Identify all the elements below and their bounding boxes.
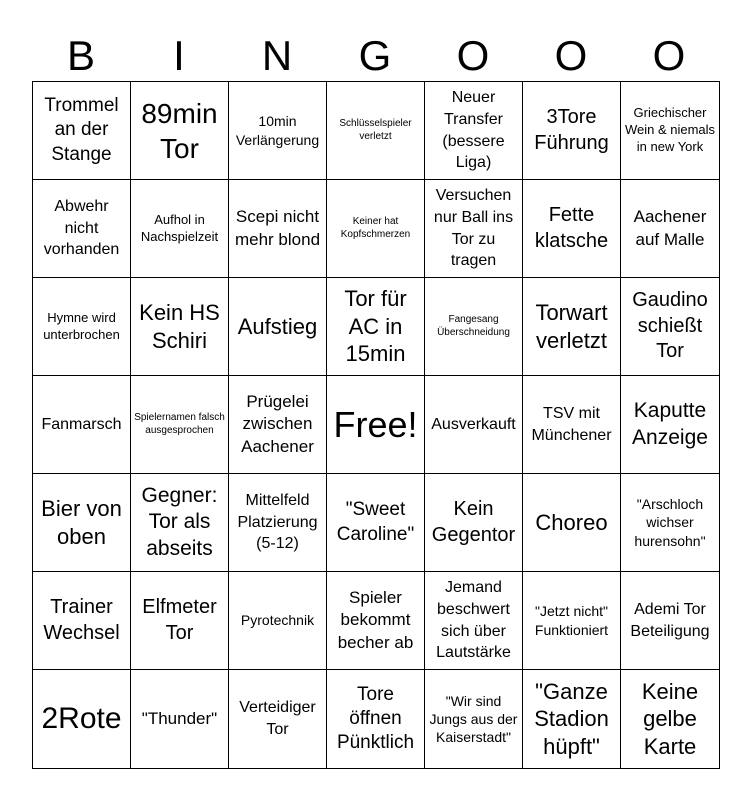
bingo-cell[interactable]: Aufhol in Nachspielzeit xyxy=(131,180,229,278)
header-letter: N xyxy=(261,32,293,79)
bingo-header xyxy=(32,30,720,82)
bingo-cell[interactable]: Keiner hat Kopfschmerzen xyxy=(327,180,425,278)
bingo-cell[interactable]: Bier von oben xyxy=(33,474,131,572)
bingo-cell[interactable]: TSV mit Münchener xyxy=(523,376,621,474)
bingo-cell[interactable]: Aachener auf Malle xyxy=(621,180,719,278)
header-letter: O xyxy=(554,32,588,79)
bingo-cell[interactable]: Fette klatsche xyxy=(523,180,621,278)
bingo-cell[interactable]: Abwehr nicht vorhanden xyxy=(33,180,131,278)
bingo-cell[interactable]: Spieler bekommt becher ab xyxy=(327,572,425,670)
bingo-cell[interactable]: Elfmeter Tor xyxy=(131,572,229,670)
bingo-cell[interactable]: Kein HS Schiri xyxy=(131,278,229,376)
bingo-cell[interactable]: Pyrotechnik xyxy=(229,572,327,670)
bingo-cell[interactable]: "Thunder" xyxy=(131,670,229,768)
bingo-cell[interactable]: Choreo xyxy=(523,474,621,572)
bingo-cell[interactable]: Prügelei zwischen Aachener xyxy=(229,376,327,474)
bingo-cell[interactable]: 3Tore Führung xyxy=(523,82,621,180)
bingo-cell[interactable]: "Sweet Caroline" xyxy=(327,474,425,572)
bingo-cell[interactable]: Gaudino schießt Tor xyxy=(621,278,719,376)
bingo-cell[interactable]: Tor für AC in 15min xyxy=(327,278,425,376)
bingo-cell[interactable]: "Ganze Stadion hüpft" xyxy=(523,670,621,768)
bingo-cell[interactable]: Griechischer Wein & niemals in new York xyxy=(621,82,719,180)
header-letter: I xyxy=(173,32,185,79)
bingo-cell[interactable]: Aufstieg xyxy=(229,278,327,376)
bingo-cell[interactable]: Kaputte Anzeige xyxy=(621,376,719,474)
bingo-cell[interactable]: Kein Gegentor xyxy=(425,474,523,572)
header-letter: O xyxy=(652,32,686,79)
bingo-cell[interactable]: Torwart verletzt xyxy=(523,278,621,376)
bingo-cell[interactable]: Neuer Transfer (bessere Liga) xyxy=(425,82,523,180)
bingo-cell[interactable]: Versuchen nur Ball ins Tor zu tragen xyxy=(425,180,523,278)
bingo-cell[interactable]: Verteidiger Tor xyxy=(229,670,327,768)
header-letter: B xyxy=(66,32,95,79)
bingo-cell[interactable]: Tore öffnen Pünktlich xyxy=(327,670,425,768)
bingo-cell[interactable]: Mittelfeld Platzierung (5-12) xyxy=(229,474,327,572)
bingo-cell-free[interactable]: Free! xyxy=(327,376,425,474)
bingo-cell[interactable]: Ausverkauft xyxy=(425,376,523,474)
bingo-cell[interactable]: Keine gelbe Karte xyxy=(641,678,699,759)
bingo-cell[interactable]: Schlüsselspieler verletzt xyxy=(327,82,425,180)
bingo-cell[interactable]: Hymne wird unterbrochen xyxy=(33,278,131,376)
bingo-cell[interactable]: "Jetzt nicht" Funktioniert xyxy=(523,572,621,670)
bingo-cell[interactable]: Trainer Wechsel xyxy=(33,572,131,670)
bingo-cell[interactable]: Jemand beschwert sich über Lautstärke xyxy=(425,572,523,670)
bingo-cell[interactable]: "Arschloch wichser hurensohn" xyxy=(621,474,719,572)
bingo-cell[interactable]: 2Rote xyxy=(33,670,131,768)
bingo-cell[interactable]: Scepi nicht mehr blond xyxy=(229,180,327,278)
bingo-cell[interactable]: Ademi Tor Beteiligung xyxy=(621,572,719,670)
bingo-cell[interactable]: Trommel an der Stange xyxy=(33,82,131,180)
bingo-board xyxy=(32,81,720,769)
bingo-cell[interactable]: Fanmarsch xyxy=(33,376,131,474)
bingo-cell[interactable]: 10min Verlängerung xyxy=(229,82,327,180)
bingo-cell[interactable]: Gegner: Tor als abseits xyxy=(131,474,229,572)
header-letter: O xyxy=(456,32,490,79)
bingo-cell[interactable]: Spielernamen falsch ausgesprochen xyxy=(131,376,229,474)
bingo-cell[interactable]: "Wir sind Jungs aus der Kaiserstadt" xyxy=(425,670,523,768)
bingo-cell[interactable]: Fangesang Überschneidung xyxy=(425,278,523,376)
bingo-cell[interactable]: 89min Tor xyxy=(131,82,229,180)
header-letter: G xyxy=(358,32,392,79)
